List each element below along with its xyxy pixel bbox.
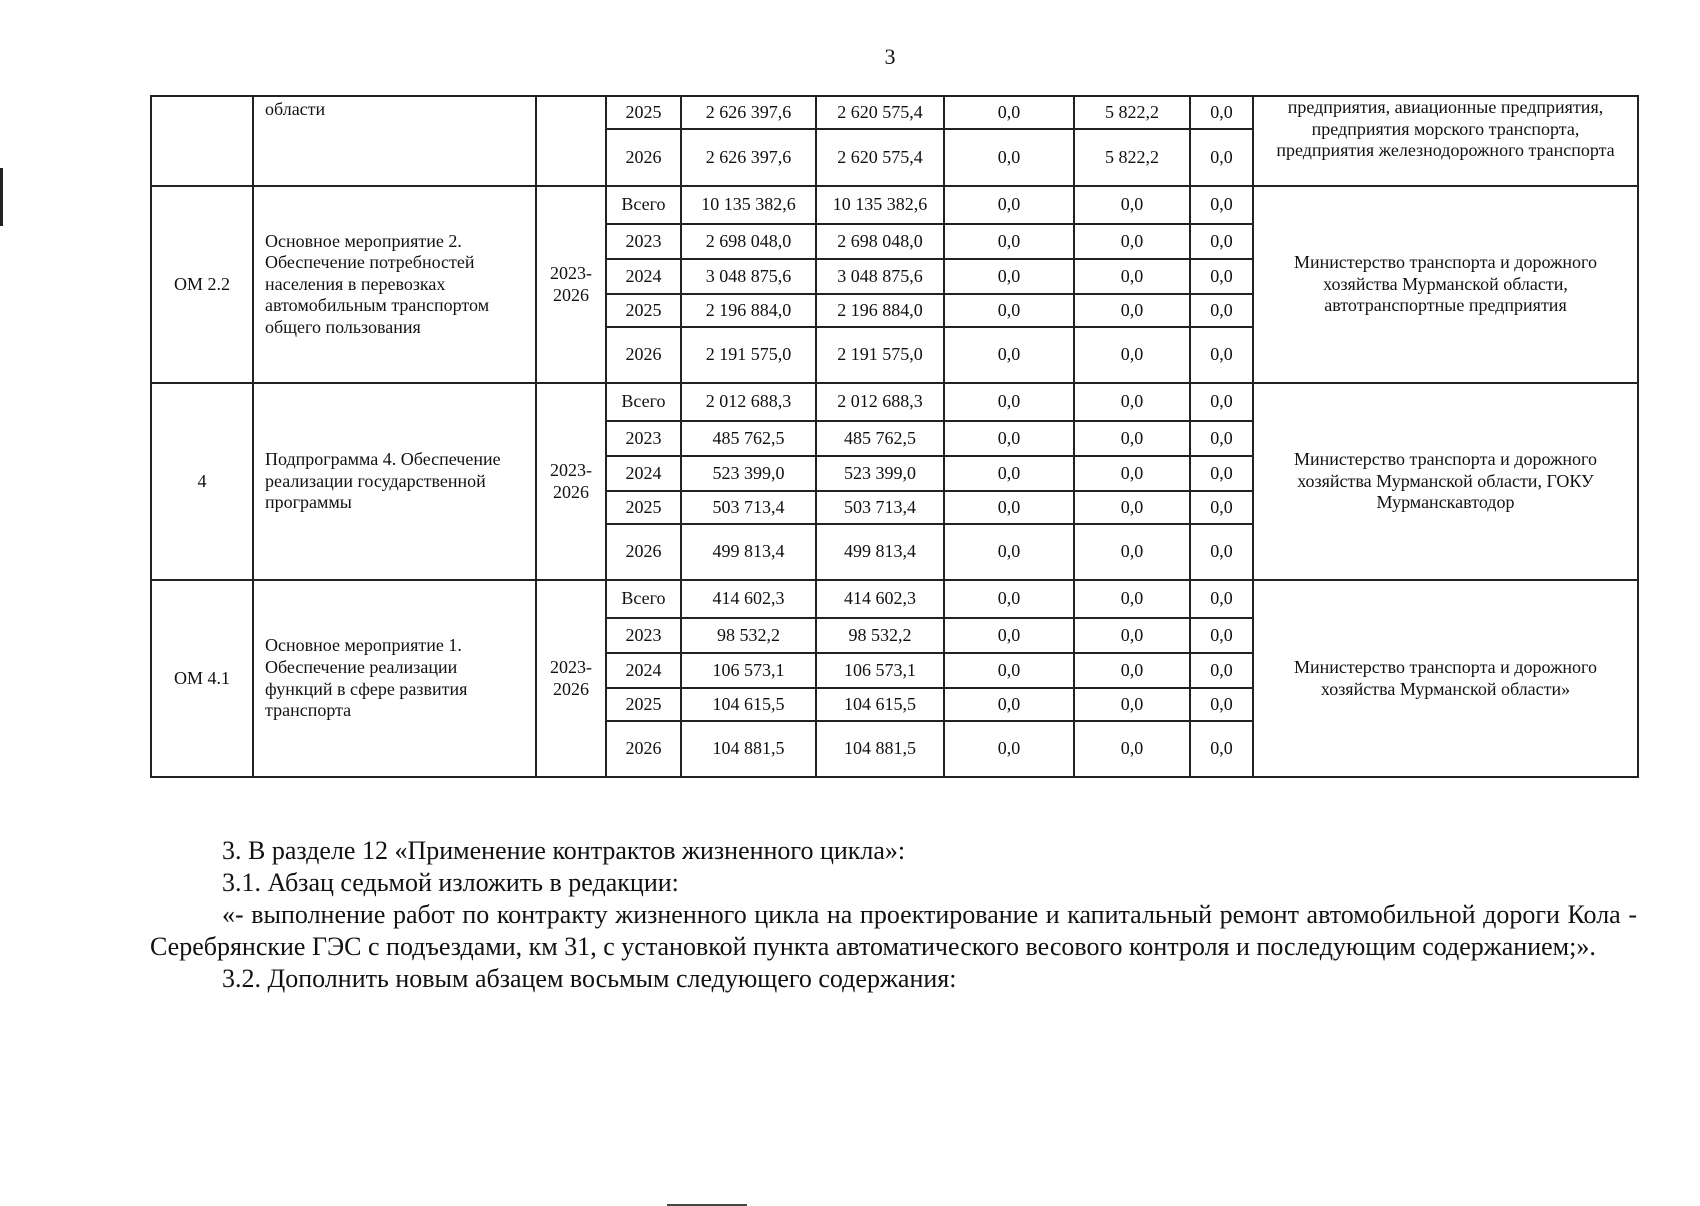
row-title: области: [253, 96, 536, 186]
cell-total: 104 881,5: [681, 721, 816, 777]
row-executor: Министерство транспорта и дорожного хозяйства Мурманской области»: [1253, 580, 1638, 777]
cell-local-budget: 0,0: [1074, 524, 1190, 580]
cell-total: 2 191 575,0: [681, 327, 816, 383]
table-row: [151, 580, 1638, 618]
cell-total: 3 048 875,6: [681, 259, 816, 294]
cell-other-sources: 0,0: [1190, 456, 1253, 491]
row-code: ОМ 2.2: [151, 186, 253, 383]
row-executor: предприятия, авиационные предприятия, предприятия морского транспорта, предприятия железнодорожного транспорта: [1253, 96, 1638, 186]
cell-other-sources: 0,0: [1190, 524, 1253, 580]
cell-other-sources: 0,0: [1190, 129, 1253, 186]
cell-regional-budget: 106 573,1: [816, 653, 944, 688]
cell-other-sources: 0,0: [1190, 259, 1253, 294]
cell-other-sources: 0,0: [1190, 688, 1253, 721]
cell-federal-budget: 0,0: [944, 259, 1074, 294]
cell-federal-budget: 0,0: [944, 224, 1074, 259]
cell-local-budget: 0,0: [1074, 618, 1190, 653]
cell-local-budget: 5 822,2: [1074, 129, 1190, 186]
cell-year: 2026: [606, 721, 681, 777]
cell-local-budget: 0,0: [1074, 259, 1190, 294]
cell-other-sources: 0,0: [1190, 327, 1253, 383]
cell-total: 2 012 688,3: [681, 383, 816, 421]
cell-year: 2023: [606, 224, 681, 259]
cell-total: 2 196 884,0: [681, 294, 816, 327]
cell-local-budget: 0,0: [1074, 327, 1190, 383]
cell-local-budget: 0,0: [1074, 294, 1190, 327]
cell-regional-budget: 499 813,4: [816, 524, 944, 580]
cell-year: 2025: [606, 688, 681, 721]
page-number: 3: [884, 44, 896, 69]
cell-other-sources: 0,0: [1190, 224, 1253, 259]
row-code: [151, 96, 253, 186]
cell-local-budget: 0,0: [1074, 456, 1190, 491]
row-period: 2023-2026: [536, 186, 606, 383]
cell-year: 2026: [606, 327, 681, 383]
table-row: [151, 96, 1638, 129]
cell-federal-budget: 0,0: [944, 618, 1074, 653]
cell-year: 2023: [606, 618, 681, 653]
cell-other-sources: 0,0: [1190, 383, 1253, 421]
cell-year: 2026: [606, 129, 681, 186]
cell-federal-budget: 0,0: [944, 721, 1074, 777]
cell-local-budget: 0,0: [1074, 491, 1190, 524]
cell-year: 2024: [606, 653, 681, 688]
cell-regional-budget: 2 012 688,3: [816, 383, 944, 421]
paragraph-section-12: 3. В разделе 12 «Применение контрактов жизненного цикла»:: [222, 836, 906, 865]
cell-regional-budget: 414 602,3: [816, 580, 944, 618]
cell-other-sources: 0,0: [1190, 653, 1253, 688]
paragraph-3-1: 3.1. Абзац седьмой изложить в редакции:: [222, 868, 679, 897]
cell-federal-budget: 0,0: [944, 456, 1074, 491]
cell-federal-budget: 0,0: [944, 524, 1074, 580]
cell-total: 503 713,4: [681, 491, 816, 524]
cell-regional-budget: 10 135 382,6: [816, 186, 944, 224]
section-text: [150, 835, 1637, 995]
cell-year: Всего: [606, 580, 681, 618]
cell-federal-budget: 0,0: [944, 688, 1074, 721]
row-title: Подпрограмма 4. Обеспечение реализации государственной программы: [253, 383, 536, 580]
cell-federal-budget: 0,0: [944, 491, 1074, 524]
cell-total: 523 399,0: [681, 456, 816, 491]
row-period: 2023-2026: [536, 580, 606, 777]
cell-regional-budget: 503 713,4: [816, 491, 944, 524]
cell-regional-budget: 2 196 884,0: [816, 294, 944, 327]
margin-mark: [0, 168, 3, 226]
cell-federal-budget: 0,0: [944, 421, 1074, 456]
cell-federal-budget: 0,0: [944, 580, 1074, 618]
budget-table: [150, 95, 1639, 778]
cell-local-budget: 0,0: [1074, 688, 1190, 721]
cell-regional-budget: 2 191 575,0: [816, 327, 944, 383]
cell-year: 2025: [606, 96, 681, 129]
cell-federal-budget: 0,0: [944, 186, 1074, 224]
cell-regional-budget: 2 698 048,0: [816, 224, 944, 259]
cell-local-budget: 0,0: [1074, 383, 1190, 421]
cell-year: 2024: [606, 259, 681, 294]
cell-other-sources: 0,0: [1190, 618, 1253, 653]
table-row: [151, 186, 1638, 224]
cell-year: Всего: [606, 383, 681, 421]
cell-regional-budget: 98 532,2: [816, 618, 944, 653]
paragraph-quote: «- выполнение работ по контракту жизненного цикла на проектирование и капитальный ремонт автомобильной дороги Кола - Серебрянские ГЭС с подъездами, км 31, с установкой пункта автоматического весового контроля и последующим содержанием;».: [150, 900, 1637, 961]
cell-local-budget: 0,0: [1074, 186, 1190, 224]
cell-other-sources: 0,0: [1190, 96, 1253, 129]
cell-local-budget: 5 822,2: [1074, 96, 1190, 129]
cell-total: 106 573,1: [681, 653, 816, 688]
cell-total: 499 813,4: [681, 524, 816, 580]
cell-total: 2 626 397,6: [681, 129, 816, 186]
cell-federal-budget: 0,0: [944, 294, 1074, 327]
cell-total: 10 135 382,6: [681, 186, 816, 224]
cell-federal-budget: 0,0: [944, 129, 1074, 186]
cell-year: 2026: [606, 524, 681, 580]
row-executor: Министерство транспорта и дорожного хозяйства Мурманской области, ГОКУ Мурманскавтодор: [1253, 383, 1638, 580]
row-title: Основное мероприятие 2. Обеспечение потребностей населения в перевозках автомобильным транспортом общего пользования: [253, 186, 536, 383]
row-code: 4: [151, 383, 253, 580]
cell-year: Всего: [606, 186, 681, 224]
cell-other-sources: 0,0: [1190, 421, 1253, 456]
paragraph-3-2: 3.2. Дополнить новым абзацем восьмым следующего содержания:: [222, 964, 957, 993]
cell-year: 2024: [606, 456, 681, 491]
cell-local-budget: 0,0: [1074, 653, 1190, 688]
cell-regional-budget: 523 399,0: [816, 456, 944, 491]
cell-regional-budget: 104 615,5: [816, 688, 944, 721]
cell-other-sources: 0,0: [1190, 721, 1253, 777]
cell-year: 2023: [606, 421, 681, 456]
cell-year: 2025: [606, 294, 681, 327]
row-code: ОМ 4.1: [151, 580, 253, 777]
cell-federal-budget: 0,0: [944, 653, 1074, 688]
cell-year: 2025: [606, 491, 681, 524]
cell-regional-budget: 2 620 575,4: [816, 96, 944, 129]
cell-other-sources: 0,0: [1190, 491, 1253, 524]
cell-local-budget: 0,0: [1074, 421, 1190, 456]
cell-other-sources: 0,0: [1190, 186, 1253, 224]
cell-other-sources: 0,0: [1190, 294, 1253, 327]
cell-total: 2 626 397,6: [681, 96, 816, 129]
cell-regional-budget: 3 048 875,6: [816, 259, 944, 294]
cell-total: 98 532,2: [681, 618, 816, 653]
row-title: Основное мероприятие 1. Обеспечение реализации функций в сфере развития транспорта: [253, 580, 536, 777]
cell-local-budget: 0,0: [1074, 721, 1190, 777]
row-period: [536, 96, 606, 186]
cell-local-budget: 0,0: [1074, 224, 1190, 259]
cell-other-sources: 0,0: [1190, 580, 1253, 618]
cell-total: 2 698 048,0: [681, 224, 816, 259]
cell-regional-budget: 485 762,5: [816, 421, 944, 456]
row-period: 2023-2026: [536, 383, 606, 580]
cell-federal-budget: 0,0: [944, 383, 1074, 421]
cell-regional-budget: 104 881,5: [816, 721, 944, 777]
cell-regional-budget: 2 620 575,4: [816, 129, 944, 186]
cell-total: 485 762,5: [681, 421, 816, 456]
cell-federal-budget: 0,0: [944, 327, 1074, 383]
row-executor: Министерство транспорта и дорожного хозяйства Мурманской области, автотранспортные предприятия: [1253, 186, 1638, 383]
cell-federal-budget: 0,0: [944, 96, 1074, 129]
cell-total: 104 615,5: [681, 688, 816, 721]
table-row: [151, 383, 1638, 421]
cell-total: 414 602,3: [681, 580, 816, 618]
cell-local-budget: 0,0: [1074, 580, 1190, 618]
